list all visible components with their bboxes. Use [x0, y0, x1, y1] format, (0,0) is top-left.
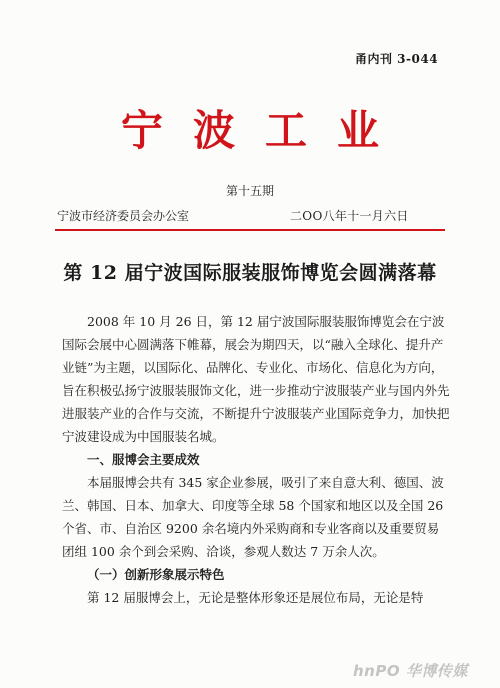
paragraph: 2008 年 10 月 26 日，第 12 届宁波国际服装服饰博览会在宁波国际会展中心圆满落下帷幕，展会为期四天，以“融入全球化、提升产业链”为主题，以国际化、品牌化、专业化、市场化、信息化为方向，旨在积极弘扬宁波服装服饰文化，进一步推动宁波服装产业与国内外先进服装产业的合作与交流，不断提升宁波服装产业国际竞争力，加快把宁波建设成为中国服装名城。 — [62, 314, 450, 444]
subsection-heading: （一）创新形象展示特色 — [87, 567, 225, 582]
article-body — [62, 310, 450, 609]
paragraph: 本届服博会共有 345 家企业参展，吸引了来自意大利、德国、波兰、韩国、日本、加拿大、印度等全球 58 个国家和地区以及全国 26 个省、市、自治区 9200 余名境内外采购商和专业客商以及重要贸易团组 100 余个到会采购、洽谈，参观人数达 7 万余人次。 — [62, 475, 444, 559]
header-divider — [55, 229, 445, 231]
issue-number: 第十五期 — [225, 184, 274, 198]
paragraph: 第 12 届服博会上，无论是整体形象还是展位布局，无论是特 — [87, 590, 424, 605]
watermark-logo: hnPO 华博传媒 — [353, 662, 468, 680]
masthead-title: 宁波工业 — [120, 106, 409, 155]
article-headline: 第 12 届宁波国际服装服饰博览会圆满落幕 — [63, 262, 437, 284]
publisher-org: 宁波市经济委员会办公室 — [57, 209, 190, 223]
serial-number: 甬内刊 3-044 — [355, 52, 439, 66]
section-heading: 一、服博会主要成效 — [87, 452, 200, 467]
publish-date: 二OO八年十一月六日 — [290, 209, 409, 223]
